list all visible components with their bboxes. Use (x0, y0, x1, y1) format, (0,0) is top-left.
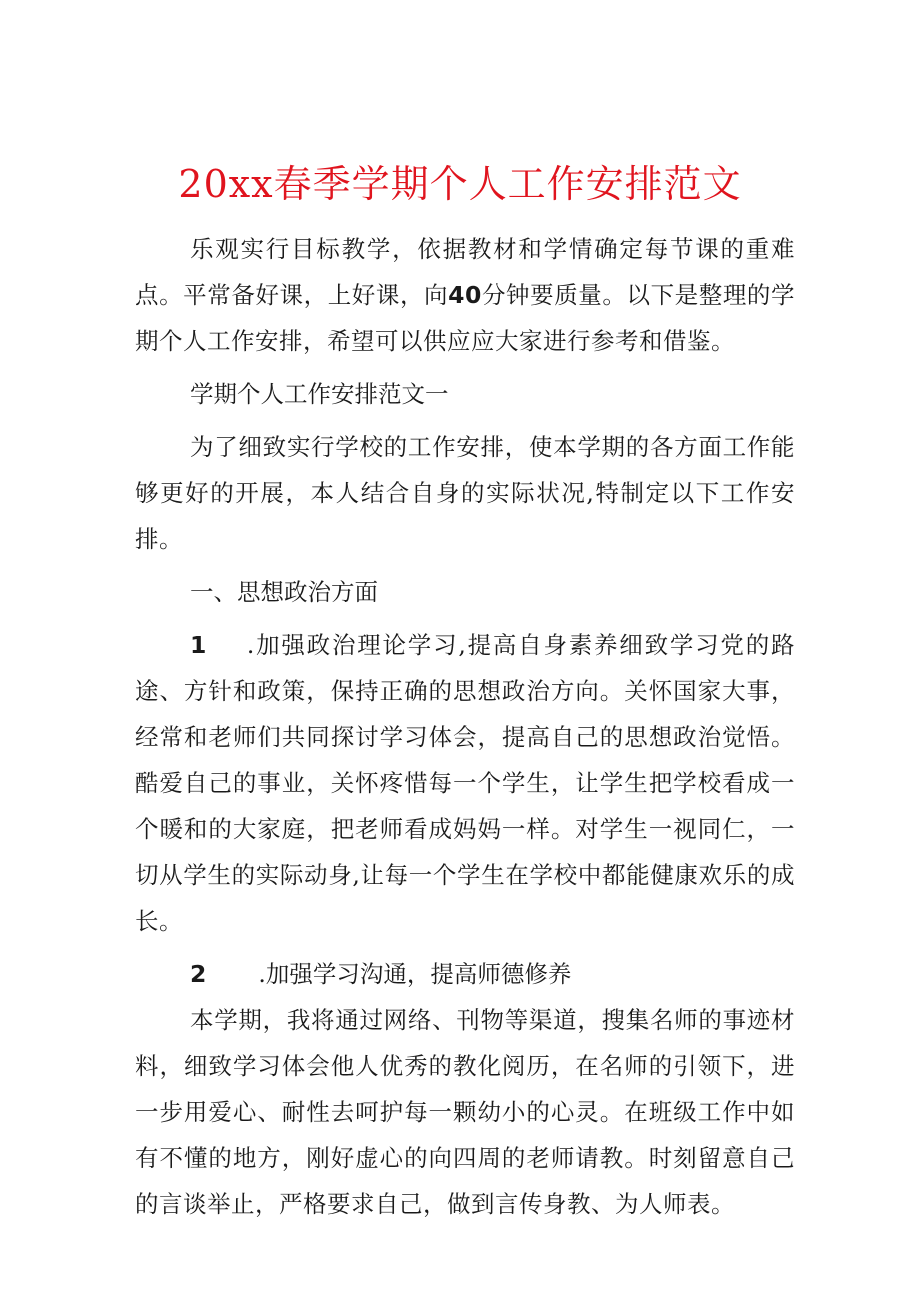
intro-paragraph (135, 226, 795, 364)
item-1-number: 1 (190, 631, 207, 659)
purpose-paragraph: 为了细致实行学校的工作安排，使本学期的各方面工作能够更好的开展，本人结合自身的实际状况,特制定以下工作安排。 (135, 433, 795, 553)
document-body (135, 226, 795, 1227)
item-1-paragraph (135, 622, 795, 944)
intro-text-after: 分钟要质量。以下是整理的学期个人工作安排，希望可以供应应大家进行参考和借鉴。 (135, 281, 796, 355)
item-2-paragraph: 本学期，我将通过网络、刊物等渠道，搜集名师的事迹材料，细致学习体会他人优秀的教化阅历，在名师的引领下，进一步用爱心、耐性去呵护每一颗幼小的心灵。在班级工作中如有不懂的地方，刚好虚心的向四周的老师请教。时刻留意自己的言谈举止，严格要求自己，做到言传身教、为人师表。 (135, 1006, 795, 1218)
document-title: 20xx春季学期个人工作安排范文 (178, 162, 742, 206)
section-heading-ideology: 一、思想政治方面 (190, 578, 378, 606)
item-1-text: .加强政治理论学习,提高自身素养细致学习党的路途、方针和政策，保持正确的思想政治方向。关怀国家大事，经常和老师们共同探讨学习体会，提高自己的思想政治觉悟。酷爱自己的事业，关怀疼惜每一个学生，让学生把学校看成一个暖和的大家庭，把老师看成妈妈一样。对学生一视同仁，一切从学生的实际动身,让每一个学生在学校中都能健康欢乐的成长。 (135, 631, 795, 935)
item-2-heading-text: .加强学习沟通，提高师德修养 (258, 960, 572, 988)
item-2-heading (135, 951, 795, 997)
subtitle-heading: 学期个人工作安排范文一 (190, 380, 449, 408)
intro-text-before: 乐观实行目标教学，依据教材和学情确定每节课的重难点。平常备好课，上好课，向 (135, 235, 795, 309)
item-2-number: 2 (190, 960, 207, 988)
intro-number: 40 (448, 281, 482, 309)
